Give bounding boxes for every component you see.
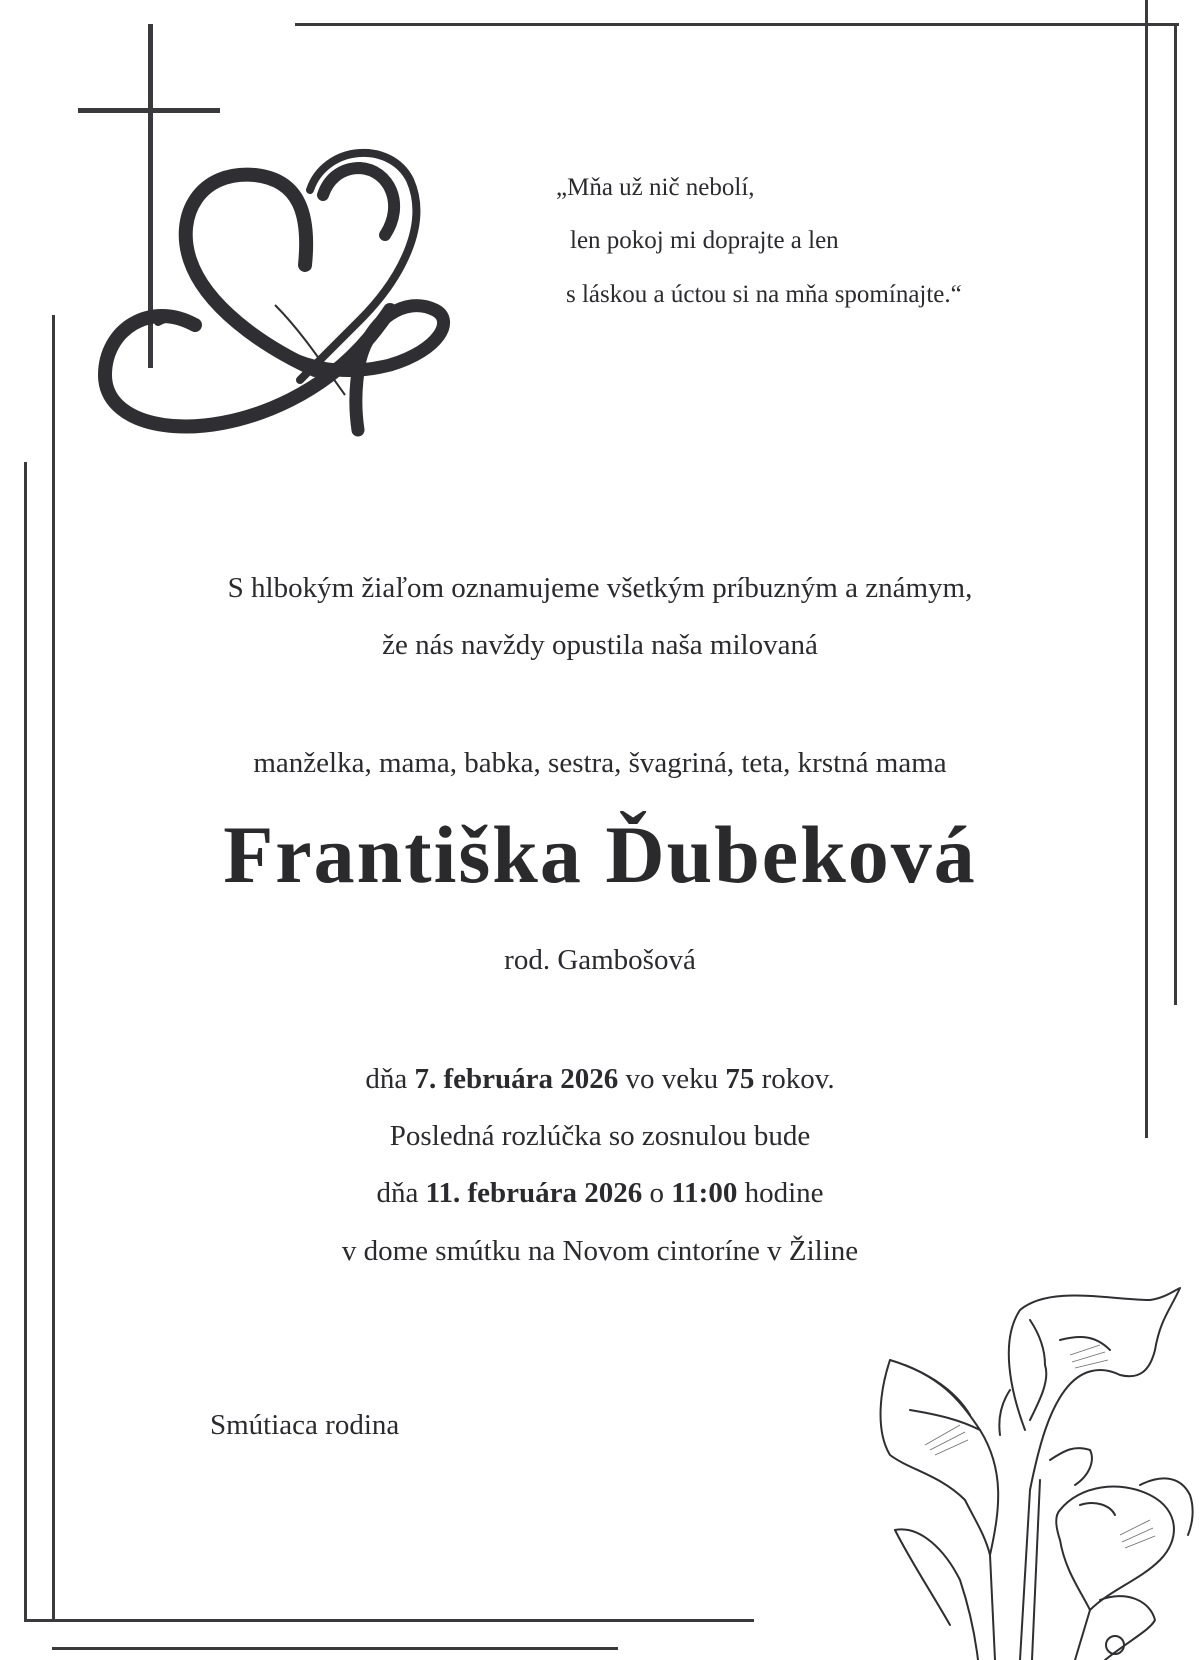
funeral-suffix: hodine [737,1177,824,1209]
announcement-line-2: že nás navždy opustila naša milovaná [382,629,818,661]
quote-line-3: s láskou a úctou si na mňa spomínajte.“ [566,281,962,308]
frame-bottom-outer-line [24,1619,754,1622]
deceased-name: Františka Ďubeková [223,809,977,900]
quote-line-1: „Mňa už nič nebolí, [556,174,755,201]
funeral-middle: o [642,1177,672,1209]
death-prefix: dňa [365,1063,415,1095]
quote-line-2: len pokoj mi doprajte a len [570,227,839,254]
funeral-prefix: dňa [376,1177,426,1209]
funeral-details-line [0,1178,1200,1208]
frame-bottom-inner-line [52,1647,618,1650]
death-suffix: rokov. [754,1063,835,1095]
funeral-location: v dome smútku na Novom cintoríne v Žiline [341,1235,859,1267]
signature: Smútiaca rodina [210,1409,400,1441]
cross-heart-icon [60,0,480,460]
announcement-line-1: S hlbokým žiaľom oznamujeme všetkým príbuzným a známym, [227,572,973,604]
death-date: 7. februára 2026 [414,1063,619,1095]
death-middle: vo veku [618,1063,726,1095]
farewell-intro: Posledná rozlúčka so zosnulou bude [389,1120,811,1152]
maiden-name: rod. Gambošová [504,944,696,976]
calla-lily-illustration [850,1280,1200,1660]
death-age: 75 [725,1063,755,1095]
funeral-time: 11:00 [671,1177,738,1209]
relations-line: manželka, mama, babka, sestra, švagriná, teta, krstná mama [253,747,947,779]
funeral-date: 11. februára 2026 [425,1177,643,1209]
death-details-line [0,1064,1200,1094]
